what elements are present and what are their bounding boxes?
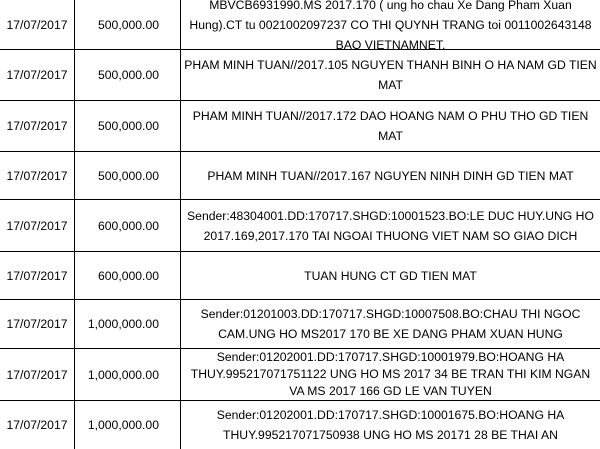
description-text: MBVCB6931990.MS 2017.170 ( ung ho chau Xe Dang Pham Xuan Hung).CT tu 0021002097237 CO THI QUYNH TRANG toi 0011002643148 BAO VIETNAMNET.: [189, 0, 592, 52]
amount-cell: 500,000.00: [75, 101, 181, 151]
amount-cell: 500,000.00: [75, 0, 181, 49]
description-cell: [181, 0, 600, 52]
table-row: [0, 300, 600, 349]
table-row: [0, 0, 600, 50]
date-cell: 17/07/2017: [0, 349, 75, 400]
description-cell: [181, 401, 600, 449]
description-cell: [181, 101, 600, 151]
table-row: [0, 349, 600, 401]
amount-cell: 1,000,000.00: [75, 401, 181, 449]
amount-cell: 500,000.00: [75, 152, 181, 199]
table-row: [0, 50, 600, 101]
date-cell: 17/07/2017: [0, 152, 75, 199]
table-row: [0, 152, 600, 200]
amount-cell: 600,000.00: [75, 252, 181, 299]
description-text: Sender:01201003.DD:170717.SHGD:10007508.BO:CHAU THI NGOC CAM.UNG HO MS2017 170 BE XE DANG PHAM XUAN HUNG: [200, 307, 581, 341]
description-text: Sender:01202001.DD:170717.SHGD:10001675.BO:HOANG HA THUY.995217071750938 UNG HO MS 20171 28 BE THAI AN: [216, 408, 565, 442]
description-cell: [181, 200, 600, 251]
amount-cell: 500,000.00: [75, 50, 181, 100]
date-cell: 17/07/2017: [0, 300, 75, 348]
date-cell: 17/07/2017: [0, 0, 75, 49]
amount-cell: 1,000,000.00: [75, 349, 181, 400]
description-text: Sender:01202001.DD:170717.SHGD:10001979.BO:HOANG HA THUY.995217071751122 UNG HO MS 2017 34 BE TRAN THI KIM NGAN VA MS 2017 166 GD LE VAN TUYEN: [190, 350, 591, 398]
description-text: Sender:48304001.DD:170717.SHGD:10001523.BO:LE DUC HUY.UNG HO 2017.169,2017.170 TAI NGOAI THUONG VIET NAM SO GIAO DICH: [187, 208, 594, 243]
amount-cell: 600,000.00: [75, 200, 181, 251]
description-cell: [181, 252, 600, 299]
description-text: PHAM MINH TUAN//2017.167 NGUYEN NINH DINH GD TIEN MAT: [207, 168, 574, 183]
table-row: [0, 101, 600, 152]
table-row: [0, 200, 600, 252]
description-text: PHAM MINH TUAN//2017.105 NGUYEN THANH BINH O HA NAM GD TIEN MAT: [184, 58, 597, 92]
date-cell: 17/07/2017: [0, 401, 75, 449]
table-row: [0, 252, 600, 300]
description-cell: [181, 50, 600, 100]
amount-cell: 1,000,000.00: [75, 300, 181, 348]
date-cell: 17/07/2017: [0, 200, 75, 251]
date-cell: 17/07/2017: [0, 101, 75, 151]
description-text: TUAN HUNG CT GD TIEN MAT: [304, 268, 477, 283]
description-cell: [181, 152, 600, 199]
description-cell: [181, 300, 600, 348]
date-cell: 17/07/2017: [0, 252, 75, 299]
description-cell: [181, 349, 600, 400]
date-cell: 17/07/2017: [0, 50, 75, 100]
description-text: PHAM MINH TUAN//2017.172 DAO HOANG NAM O PHU THO GD TIEN MAT: [192, 109, 589, 143]
table-row: [0, 401, 600, 449]
